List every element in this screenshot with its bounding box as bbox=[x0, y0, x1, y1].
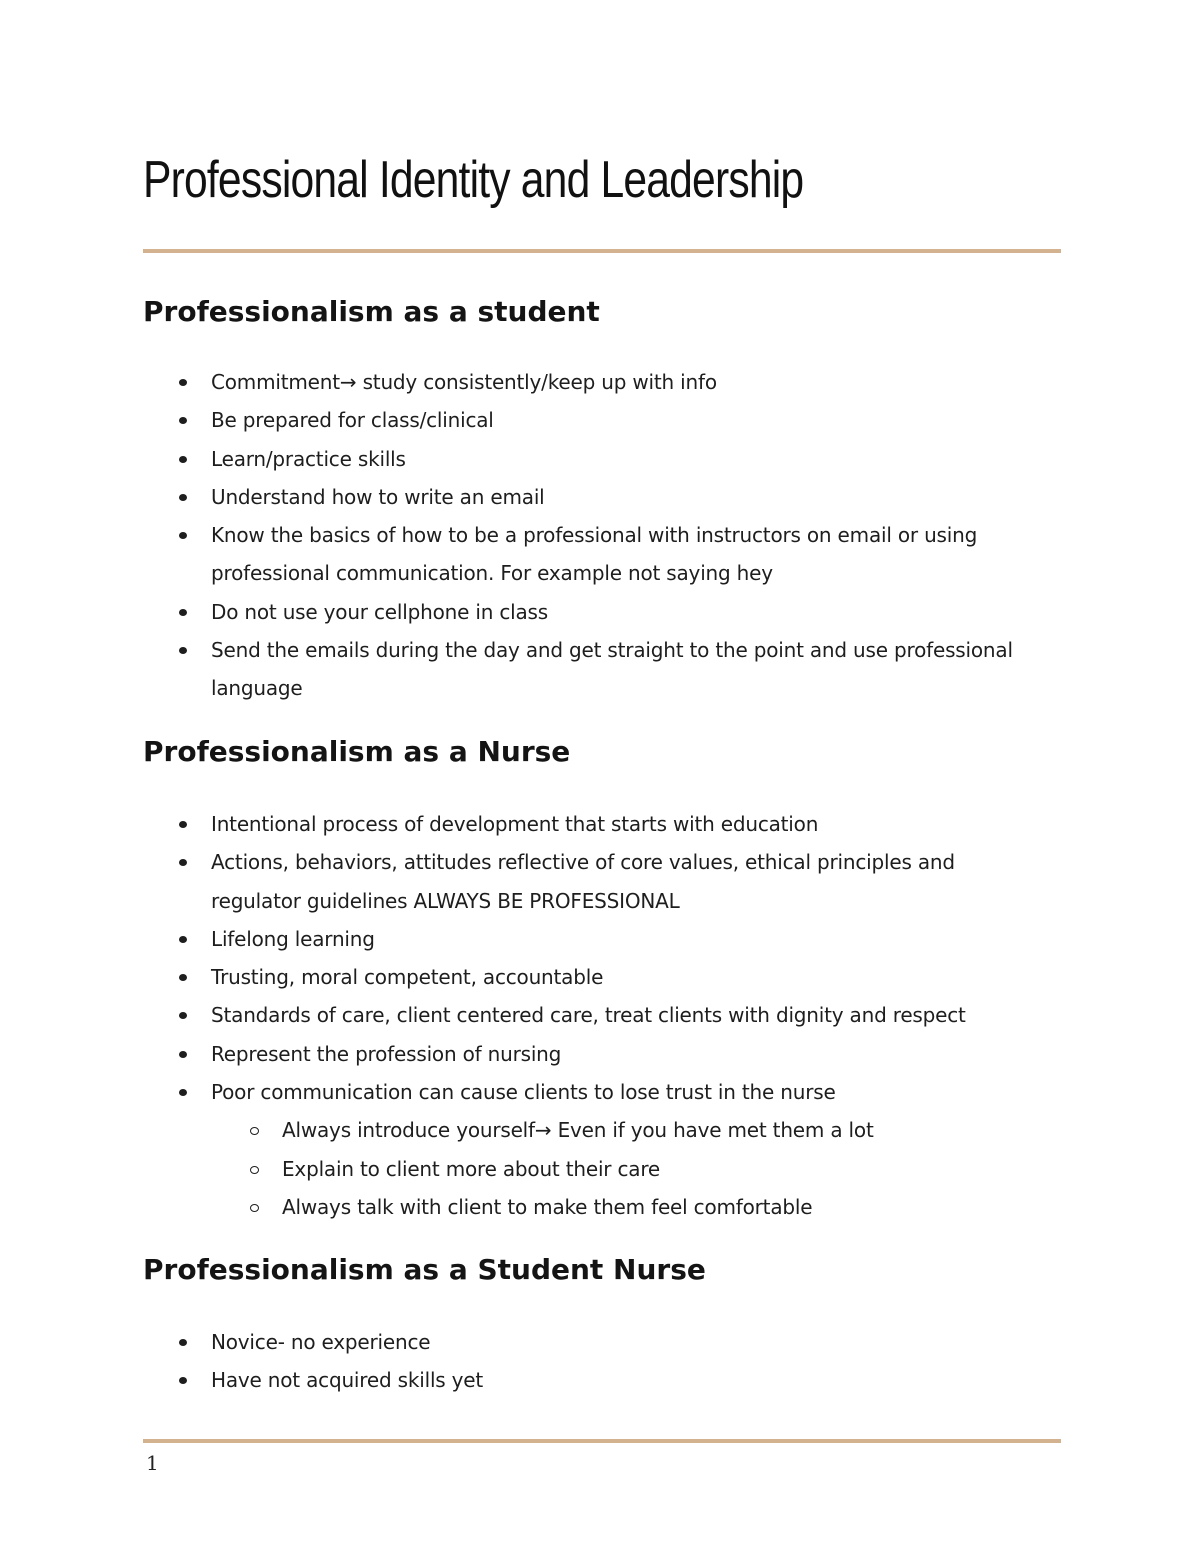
hollow-bullet-icon bbox=[250, 1204, 259, 1212]
bullet-icon bbox=[179, 1339, 187, 1346]
sub-list-item bbox=[143, 1188, 1043, 1226]
list-item bbox=[143, 440, 1043, 478]
list-item-text: Intentional process of development that starts with education bbox=[211, 812, 819, 836]
section-heading-student: Professionalism as a student bbox=[143, 295, 600, 328]
list-item-text: Know the basics of how to be a professional with instructors on email or using professional communication. For example not saying hey bbox=[211, 523, 978, 586]
hollow-bullet-icon bbox=[250, 1166, 259, 1174]
list-item-text: Have not acquired skills yet bbox=[211, 1368, 484, 1393]
bullet-icon bbox=[179, 1089, 187, 1096]
bullet-icon bbox=[179, 417, 187, 424]
list-item bbox=[143, 1361, 1043, 1399]
list-item bbox=[143, 958, 1043, 996]
footer-divider bbox=[143, 1439, 1061, 1443]
list-item-text: Send the emails during the day and get straight to the point and use professional language bbox=[211, 638, 1013, 701]
list-item bbox=[143, 516, 1043, 593]
document-title: Professional Identity and Leadership bbox=[143, 151, 804, 209]
list-item-text: Do not use your cellphone in class bbox=[211, 599, 548, 624]
bullet-icon bbox=[179, 647, 187, 654]
list-item-text: Explain to client more about their care bbox=[282, 1156, 661, 1181]
bullet-icon bbox=[179, 821, 187, 828]
list-item-text: Novice- no experience bbox=[211, 1330, 431, 1354]
bullet-icon bbox=[179, 609, 187, 616]
bullet-icon bbox=[179, 494, 187, 501]
list-item bbox=[143, 1323, 1043, 1361]
list-item-text: Always introduce yourself→ Even if you have met them a lot bbox=[282, 1118, 874, 1143]
bullet-icon bbox=[179, 936, 187, 943]
list-item bbox=[143, 478, 1043, 516]
list-item-text: Trusting, moral competent, accountable bbox=[211, 965, 604, 990]
list-item bbox=[143, 996, 1043, 1034]
student-list bbox=[143, 363, 1043, 708]
list-item-text: Understand how to write an email bbox=[211, 484, 545, 509]
nurse-list bbox=[143, 805, 1043, 1226]
list-item-text: Commitment→ study consistently/keep up with info bbox=[211, 370, 717, 394]
list-item bbox=[143, 363, 1043, 401]
list-item-text: Always talk with client to make them feel comfortable bbox=[282, 1194, 813, 1219]
bullet-icon bbox=[179, 859, 187, 866]
bullet-icon bbox=[179, 974, 187, 981]
section-heading-student-nurse: Professionalism as a Student Nurse bbox=[143, 1253, 706, 1286]
list-item bbox=[143, 920, 1043, 958]
bullet-icon bbox=[179, 532, 187, 539]
list-item-text: Actions, behaviors, attitudes reflective of core values, ethical principles and regulator guidelines ALWAYS BE PROFESSIONAL bbox=[211, 850, 955, 913]
bullet-icon bbox=[179, 1377, 187, 1384]
list-item bbox=[143, 843, 1043, 920]
list-item bbox=[143, 1035, 1043, 1073]
list-item bbox=[143, 593, 1043, 631]
list-item bbox=[143, 805, 1043, 843]
bullet-icon bbox=[179, 1012, 187, 1019]
list-item-text: Standards of care, client centered care, treat clients with dignity and respect bbox=[211, 1003, 966, 1028]
hollow-bullet-icon bbox=[250, 1127, 259, 1135]
list-item-text: Poor communication can cause clients to lose trust in the nurse bbox=[211, 1080, 836, 1105]
bullet-icon bbox=[179, 456, 187, 463]
section-heading-nurse: Professionalism as a Nurse bbox=[143, 735, 571, 768]
sub-list-item bbox=[143, 1111, 1043, 1149]
sub-list-item bbox=[143, 1150, 1043, 1188]
title-divider bbox=[143, 249, 1061, 253]
student-nurse-list bbox=[143, 1323, 1043, 1400]
list-item bbox=[143, 401, 1043, 439]
list-item-text: Represent the profession of nursing bbox=[211, 1041, 562, 1066]
page-number: 1 bbox=[146, 1451, 159, 1475]
bullet-icon bbox=[179, 379, 187, 386]
list-item-text: Be prepared for class/clinical bbox=[211, 408, 494, 433]
list-item bbox=[143, 1073, 1043, 1111]
list-item-text: Lifelong learning bbox=[211, 926, 375, 951]
bullet-icon bbox=[179, 1051, 187, 1058]
list-item bbox=[143, 631, 1043, 708]
list-item-text: Learn/practice skills bbox=[211, 446, 406, 471]
